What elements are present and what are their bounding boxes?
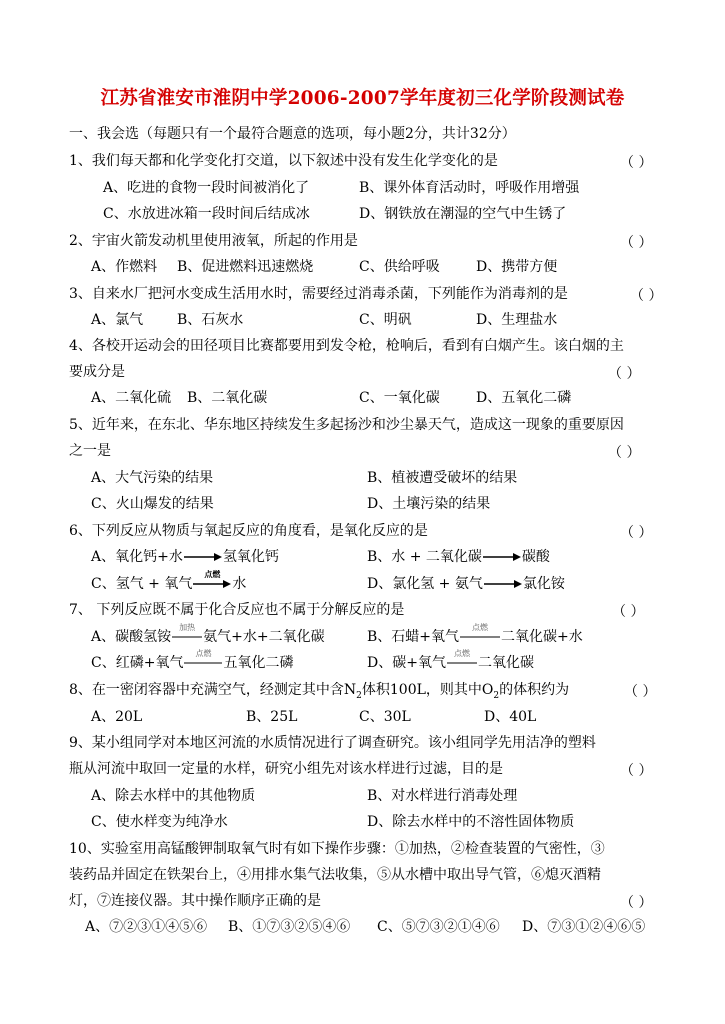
q5-option-b[interactable]: B、植被遭受破坏的结果	[367, 470, 518, 486]
q9-stem-line1: 9、某小组同学对本地区河流的水质情况进行了调查研究。该小组同学先用洁净的塑料	[69, 735, 596, 751]
reaction-arrow-icon	[484, 579, 522, 589]
q8-stem-part1: 8、在一密闭容器中充满空气，经测定其中含N	[69, 682, 357, 698]
q10-stem-line1: 10、实验室用高锰酸钾制取氧气时有如下操作步骤：①加热，②检查装置的气密性，③	[69, 841, 605, 857]
q4-stem-line2: 要成分是	[69, 364, 125, 380]
q5-option-c[interactable]: C、火山爆发的结果	[91, 496, 214, 512]
q6-c-reactants: C、氢气 + 氧气	[91, 576, 193, 592]
q5-answer-blank[interactable]: （ ）	[608, 445, 641, 461]
q1-option-b[interactable]: B、课外体育活动时，呼吸作用增强	[359, 180, 580, 196]
q7-d-products: 二氧化碳	[477, 655, 534, 671]
q6-d-products: 氯化铵	[522, 576, 565, 592]
q8-stem-part2: 体积100L，则其中O	[361, 682, 494, 698]
q2-option-a[interactable]: A、作燃料	[91, 259, 158, 275]
reaction-condition: 点燃	[472, 623, 489, 632]
q9-option-c[interactable]: C、使水样变为纯净水	[91, 814, 228, 830]
q7-option-b[interactable]	[367, 623, 583, 646]
q1-option-d[interactable]: D、钢铁放在潮湿的空气中生锈了	[359, 206, 567, 222]
q8-stem	[69, 681, 569, 705]
q6-d-reactants: D、氯化氢 + 氨气	[367, 576, 483, 592]
q10-option-c[interactable]: C、⑤⑦③②①④⑥	[377, 919, 500, 935]
q10-stem-line3: 灯，⑦连接仪器。其中操作顺序正确的是	[69, 893, 321, 909]
q6-b-products: 碳酸	[521, 549, 550, 565]
q6-b-reactants: B、水 + 二氧化碳	[367, 549, 482, 565]
q10-stem-line2: 装药品并固定在铁架台上，④用排水集气法收集，⑤从水槽中取出导气管，⑥熄灭酒精	[69, 867, 601, 883]
q7-a-reactants: A、碳酸氢铵	[91, 629, 172, 645]
q6-c-products: 水	[232, 576, 247, 592]
q7-b-products: 二氧化碳+水	[501, 629, 583, 645]
q8-option-a[interactable]: A、20L	[91, 709, 143, 725]
q9-stem-line2: 瓶从河流中取回一定量的水样，研究小组先对该水样进行过滤，目的是	[69, 761, 503, 777]
q4-option-d[interactable]: D、五氧化二磷	[476, 390, 572, 406]
q2-answer-blank[interactable]: （ ）	[620, 235, 653, 251]
q9-option-d[interactable]: D、除去水样中的不溶性固体物质	[367, 814, 575, 830]
q3-option-b[interactable]: B、石灰水	[177, 312, 244, 328]
q6-option-c[interactable]	[91, 569, 247, 593]
q8-option-b[interactable]: B、25L	[246, 709, 298, 725]
q7-a-products: 氨气+水+二氧化碳	[203, 629, 325, 645]
q8-subscript: 2	[356, 690, 362, 701]
q10-option-d[interactable]: D、⑦③①②④⑥⑤	[522, 919, 646, 935]
q4-stem-line1: 4、各校开运动会的田径项目比赛都要用到发令枪，枪响后，看到有白烟产生。该白烟的主	[69, 338, 624, 354]
q9-option-a[interactable]: A、除去水样中的其他物质	[91, 788, 256, 804]
q8-option-c[interactable]: C、30L	[359, 709, 411, 725]
q3-option-a[interactable]: A、氯气	[91, 312, 144, 328]
q6-option-b[interactable]	[367, 548, 550, 566]
reaction-condition: 点燃	[453, 649, 470, 658]
reaction-line-icon	[172, 623, 202, 642]
q2-stem: 2、宇宙火箭发动机里使用液氧，所起的作用是	[69, 233, 358, 249]
q7-option-d[interactable]	[367, 649, 534, 672]
q5-option-a[interactable]: A、大气污染的结果	[91, 470, 214, 486]
reaction-line-icon	[447, 649, 477, 668]
q6-option-a[interactable]	[91, 548, 279, 566]
q6-a-reactants: A、氧化钙+水	[91, 549, 183, 565]
reaction-arrow-icon	[193, 569, 231, 589]
q6-answer-blank[interactable]: （ ）	[620, 525, 653, 541]
q8-option-d[interactable]: D、40L	[484, 709, 537, 725]
q7-option-c[interactable]	[91, 649, 294, 672]
q1-answer-blank[interactable]: （ ）	[620, 155, 653, 171]
section-heading: 一、我会选（每题只有一个最符合题意的选项，每小题2分，共计32分）	[69, 126, 516, 142]
q2-option-d[interactable]: D、携带方便	[476, 259, 558, 275]
q5-stem-line1: 5、近年来，在东北、华东地区持续发生多起扬沙和沙尘暴天气，造成这一现象的重要原因	[69, 417, 624, 433]
q4-option-b[interactable]: B、二氧化碳	[187, 390, 268, 406]
exam-title: 江苏省淮安市淮阴中学2006-2007学年度初三化学阶段测试卷	[100, 88, 625, 109]
q10-answer-blank[interactable]: （ ）	[620, 895, 653, 911]
q7-d-reactants: D、碳+氧气	[367, 655, 446, 671]
q9-option-b[interactable]: B、对水样进行消毒处理	[367, 788, 518, 804]
reaction-arrow-icon	[184, 552, 222, 562]
q1-option-a[interactable]: A、吃进的食物一段时间被消化了	[103, 180, 310, 196]
q8-subscript: 2	[493, 690, 500, 701]
q3-option-d[interactable]: D、生理盐水	[476, 312, 558, 328]
q6-option-d[interactable]	[367, 575, 565, 593]
q1-stem: 1、我们每天都和化学变化打交道，以下叙述中没有发生化学变化的是	[69, 153, 498, 169]
reaction-condition: 加热	[179, 623, 196, 632]
q5-stem-line2: 之一是	[69, 443, 111, 459]
q10-option-a[interactable]: A、⑦②③①④⑤⑥	[85, 919, 208, 935]
q10-option-b[interactable]: B、①⑦③②⑤④⑥	[228, 919, 351, 935]
q3-answer-blank[interactable]: （ ）	[630, 288, 663, 304]
q6-a-products: 氢氧化钙	[222, 549, 279, 565]
reaction-line-icon	[460, 623, 500, 642]
q7-c-reactants: C、红磷+氧气	[91, 655, 184, 671]
q2-option-b[interactable]: B、促进燃料迅速燃烧	[177, 259, 314, 275]
q8-answer-blank[interactable]: （ ）	[624, 684, 657, 700]
q4-answer-blank[interactable]: （ ）	[608, 366, 641, 382]
reaction-arrow-icon	[483, 552, 521, 562]
q7-stem: 7、 下列反应既不属于化合反应也不属于分解反应的是	[69, 602, 405, 618]
q8-stem-part3: 的体积约为	[499, 682, 570, 698]
q7-option-a[interactable]	[91, 623, 325, 646]
q3-stem: 3、自来水厂把河水变成生活用水时，需要经过消毒杀菌，下列能作为消毒剂的是	[69, 286, 568, 302]
q9-answer-blank[interactable]: （ ）	[620, 763, 653, 779]
q7-b-reactants: B、石蜡+氧气	[367, 629, 460, 645]
reaction-line-icon	[184, 649, 222, 668]
q3-option-c[interactable]: C、明矾	[359, 312, 412, 328]
q5-option-d[interactable]: D、土壤污染的结果	[367, 496, 491, 512]
reaction-condition: 点燃	[204, 569, 221, 579]
q7-c-products: 五氧化二磷	[223, 655, 294, 671]
q1-option-c[interactable]: C、水放进冰箱一段时间后结成冰	[103, 206, 310, 222]
q6-stem: 6、下列反应从物质与氧起反应的角度看，是氧化反应的是	[69, 523, 428, 539]
q2-option-c[interactable]: C、供给呼吸	[359, 259, 440, 275]
reaction-condition: 点燃	[195, 649, 212, 658]
q4-option-a[interactable]: A、二氧化硫	[91, 390, 172, 406]
q7-answer-blank[interactable]: （ ）	[612, 604, 645, 620]
q4-option-c[interactable]: C、一氧化碳	[359, 390, 440, 406]
